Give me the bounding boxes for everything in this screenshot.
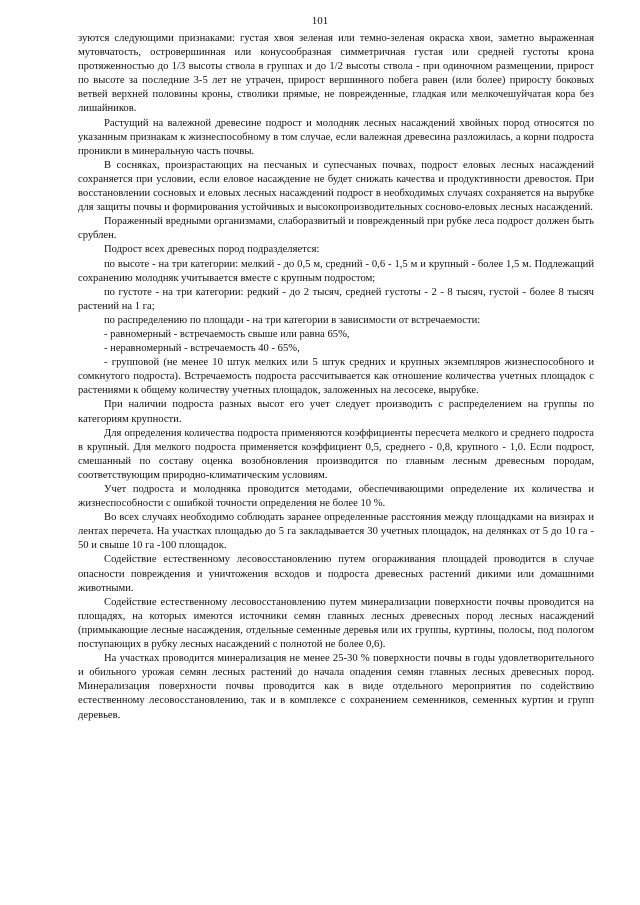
page-number: 101 [311, 15, 329, 27]
paragraph: На участках проводится минерализация не менее 25-30 % поверхности почвы в годы удовлетворительного и обильного урожая семян лесных растений до начала опадения семян главных лесных древесных пород. Минерализация поверхности почвы проводится как в виде отдельного мероприятия по содействию естественному лесовосстановлению, так и в комплексе с сохранением семенников, семенных куртин и групп деревьев. [78, 653, 594, 721]
body-text [78, 32, 594, 723]
list-item: - равномерный - встречаемость свыше или равна 65%, [104, 328, 350, 340]
paragraph: Растущий на валежной древесине подрост и молодняк лесных насаждений хвойных пород относятся по указанным признакам к жизнеспособному в том случае, если валежная древесина разложилась, а корни подроста проникли в минеральную часть почвы. [78, 117, 594, 157]
list-item: - групповой (не менее 10 штук мелких или 5 штук средних и крупных экземпляров жизнеспособного и сомкнутого подроста). Встречаемость подроста рассчитывается как отношение количества учетных площадок с растениями к общему количеству учетных площадок, заложенных на лесосеке, вырубке. [78, 357, 594, 397]
list-item: - неравномерный - встречаемость 40 - 65%, [104, 343, 300, 355]
paragraph: Содействие естественному лесовосстановлению путем огораживания площадей проводится в случае опасности повреждения и уничтожения всходов и подроста древесных растений дикими или домашними животными. [78, 554, 594, 594]
paragraph: Пораженный вредными организмами, слаборазвитый и поврежденный при рубке леса подрост должен быть срублен. [78, 216, 594, 242]
paragraph: При наличии подроста разных высот его учет следует производить с распределением на группы по категориям крупности. [78, 399, 594, 425]
paragraph: по густоте - на три категории: редкий - до 2 тысяч, средней густоты - 2 - 8 тысяч, густой - более 8 тысяч растений на 1 га; [78, 286, 594, 312]
paragraph: Для определения количества подроста применяются коэффициенты пересчета мелкого и среднего подроста в крупный. Для мелкого подроста применяется коэффициент 0,5, среднего - 0,8, крупного - 1,0. Если подрост, смешанный по составу оценка возобновления производится по главным лесным древесным породам, соответствующим природно-климатическим условиям. [78, 427, 594, 481]
paragraph: Подрост всех древесных пород подразделяется: [104, 244, 320, 256]
paragraph: Содействие естественному лесовосстановлению путем минерализации поверхности почвы проводится на площадях, на которых имеются источники семян главных лесных древесных пород лесных насаждений (примыкающие лесные насаждения, отдельные семенные деревья или их группы, куртины, полосы, под пологом поступающих в рубку лесных насаждений с полнотой не более 0,6). [78, 596, 594, 651]
paragraph: Учет подроста и молодняка проводится методами, обеспечивающими определение их количества и жизнеспособности с ошибкой точности определения не более 10 %. [78, 484, 594, 510]
paragraph: по высоте - на три категории: мелкий - до 0,5 м, средний - 0,6 - 1,5 м и крупный - более 1,5 м. Подлежащий сохранению молодняк учитывается вместе с крупным подростом; [78, 258, 594, 284]
paragraph: по распределению по площади - на три категории в зависимости от встречаемости: [104, 314, 481, 326]
paragraph: В сосняках, произрастающих на песчаных и супесчаных почвах, подрост еловых лесных насаждений сохраняется при условии, если еловое насаждение не будет снижать качества и продуктивности древостоя. При восстановлении сосновых и еловых лесных насаждений подрост в необходимых случаях сохраняется на вырубке для защиты почвы и формирования устойчивых и высокопроизводительных сосново-еловых лесных насаждений. [78, 159, 594, 214]
paragraph: зуются следующими признаками: густая хвоя зеленая или темно-зеленая окраска хвои, заметно выраженная мутовчатость, островершинная или конусообразная симметричная густая или средней густоты крона протяженностью до 1/3 высоты ствола в группах и до 1/2 высоты ствола - при одиночном размещении, прирост по высоте за последние 3-5 лет не утрачен, прирост вершинного побега равен (или более) приросту боковых ветвей верхней половины кроны, стволики прямые, не поврежденные, гладкая или мелкочешуйчатая кора без лишайников. [78, 33, 594, 115]
paragraph: Во всех случаях необходимо соблюдать заранее определенные расстояния между площадками на визирах и лентах перечета. На участках площадью до 5 га закладывается 30 учетных площадок, на делянках от 5 до 10 га - 50 и свыше 10 га -100 площадок. [78, 512, 594, 552]
